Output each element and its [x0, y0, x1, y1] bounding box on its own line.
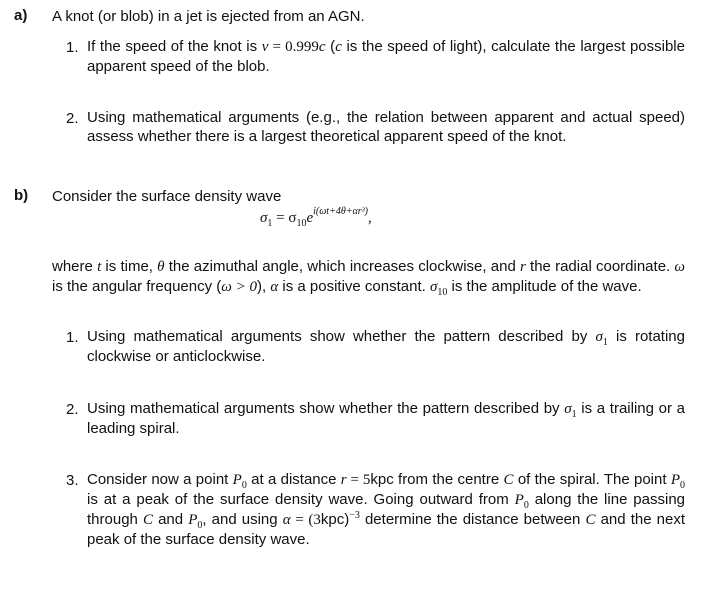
q3-t1: Consider now a point: [87, 471, 233, 488]
q3-t5: is at a peak of the surface density wave. Going outward from: [87, 491, 515, 508]
math-sigma1: σ: [595, 329, 603, 345]
q3-t6: along the line passing through: [87, 491, 686, 528]
math-c: c: [318, 39, 326, 55]
eq-rhs-sub: 10: [296, 218, 307, 229]
q3-t2: at a distance: [246, 471, 341, 488]
part-a-label: a): [14, 7, 28, 24]
desc-t2: is time,: [101, 258, 158, 275]
math-P0-4-sub: 0: [197, 520, 203, 531]
eq-lhs-sub: 1: [267, 218, 273, 229]
math-r-2: r: [340, 472, 347, 488]
math-sigma10-sub: 10: [437, 287, 448, 298]
math-exponent-minus3: −3: [349, 510, 360, 521]
math-v: v: [261, 39, 269, 55]
math-speed-value: = 0.999: [268, 39, 319, 55]
part-b-label: b): [14, 187, 29, 204]
part-b-intro: Consider the surface density wave: [52, 188, 282, 205]
math-P0-2-sub: 0: [680, 480, 686, 491]
math-C-2: C: [142, 512, 153, 528]
math-theta: θ: [157, 259, 165, 275]
part-a-q1-text-2: (: [325, 38, 336, 55]
q3-t7: and: [152, 511, 189, 528]
part-a-q2-number: 2.: [66, 110, 79, 127]
math-alpha-value: = (3: [290, 512, 321, 528]
math-omega: ω: [674, 259, 685, 275]
part-b-q2-number: 2.: [66, 401, 79, 418]
eq-rhs-sigma: = σ: [272, 210, 297, 226]
part-b-q2-text: [87, 399, 685, 438]
part-b-q1-text-1: Using mathematical arguments show whether the pattern described by: [87, 328, 596, 345]
desc-t6: ),: [256, 278, 271, 295]
part-a-q1-number: 1.: [66, 39, 79, 56]
part-b-q3-number: 3.: [66, 472, 79, 489]
desc-t5: is the angular frequency (: [52, 278, 222, 295]
part-a-q1-text: [87, 37, 685, 76]
math-P0: P: [232, 472, 242, 488]
math-c-2: c: [335, 39, 342, 55]
q3-t11: and the next peak of the surface density wave.: [87, 511, 685, 548]
q3-t10: determine the distance between: [359, 511, 586, 528]
part-b-q1-text: [87, 327, 685, 366]
eq-lhs-sigma: σ: [260, 210, 268, 226]
math-alpha-2: α: [282, 512, 291, 528]
part-b-q2-text-1: Using mathematical arguments show whether the pattern described by: [87, 400, 565, 417]
math-r-value: = 5: [346, 472, 371, 488]
desc-t4: the radial coordinate.: [525, 258, 675, 275]
surface-density-equation: [260, 206, 372, 229]
part-b-q2-text-2: is a trailing or a leading spiral.: [87, 400, 685, 437]
math-P0-2: P: [670, 472, 681, 488]
part-a-q1-text-1: If the speed of the knot is: [87, 38, 262, 55]
part-b-description: [52, 257, 685, 297]
desc-t7: is a positive constant.: [278, 278, 430, 295]
part-a-q2-text: Using mathematical arguments (e.g., the relation between apparent and actual speed) assess whether there is a largest theoretical apparent speed of the knot.: [87, 109, 685, 145]
eq-exp-base: e: [306, 210, 314, 226]
desc-t1: where: [52, 258, 98, 275]
math-sigma1-b: σ: [564, 401, 572, 417]
part-b-q3-text: [87, 470, 685, 549]
q3-t8: , and using: [202, 511, 283, 528]
math-sigma10: σ: [429, 279, 438, 295]
eq-exponent: i(ωt+4θ+αr³): [313, 206, 368, 217]
math-sigma1-sub: 1: [602, 337, 608, 348]
math-omega-condition: ω > 0: [221, 279, 257, 295]
desc-t8: is the amplitude of the wave.: [447, 278, 642, 295]
math-t: t: [97, 259, 102, 275]
part-b-q1-text-2: is rotating clockwise or anticlockwise.: [87, 328, 685, 365]
part-b-q1-number: 1.: [66, 329, 79, 346]
math-P0-3-sub: 0: [523, 500, 529, 511]
eq-comma: ,: [367, 210, 372, 226]
math-P0-4: P: [188, 512, 198, 528]
math-sigma1-b-sub: 1: [571, 409, 577, 420]
q3-t9: kpc): [320, 511, 350, 528]
math-P0-3: P: [514, 492, 524, 508]
math-C: C: [503, 472, 514, 488]
math-r: r: [520, 259, 526, 275]
q3-t4: of the spiral. The point: [513, 471, 671, 488]
math-alpha: α: [270, 279, 279, 295]
part-a-q1-text-3: is the speed of light), calculate the largest possible apparent speed of the blob.: [87, 38, 685, 75]
desc-t3: the azimuthal angle, which increases clockwise, and: [164, 258, 520, 275]
math-P0-sub: 0: [241, 480, 247, 491]
q3-t3: kpc from the centre: [370, 471, 504, 488]
math-C-3: C: [585, 512, 596, 528]
part-a-intro: A knot (or blob) in a jet is ejected from an AGN.: [52, 8, 365, 25]
